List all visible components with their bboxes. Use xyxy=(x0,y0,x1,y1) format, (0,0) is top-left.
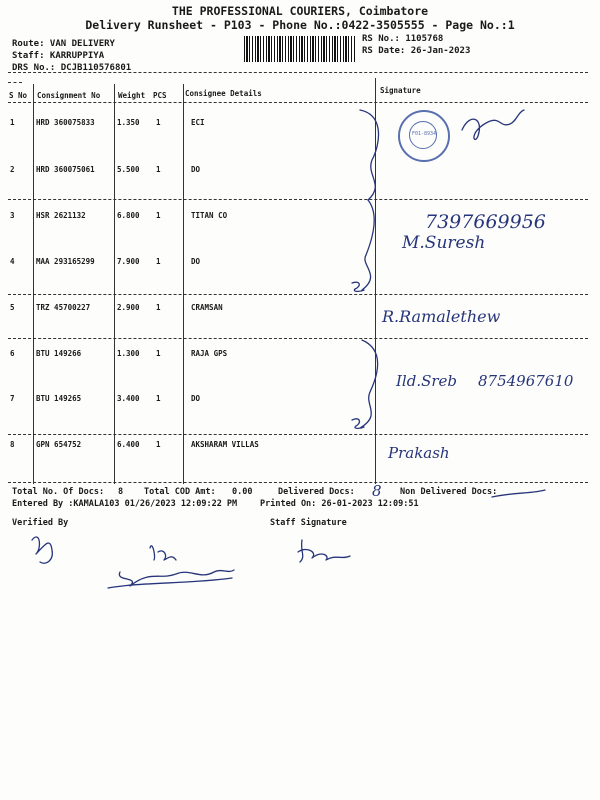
row-sno: 3 xyxy=(10,211,15,220)
ink-bracket xyxy=(362,200,374,290)
col-consignee: Consignee Details xyxy=(185,89,262,98)
col-signature: Signature xyxy=(380,86,421,95)
sig6-phone: 8754967610 xyxy=(478,372,574,390)
row-weight: 5.500 xyxy=(117,165,140,174)
total-docs-value: 8 xyxy=(118,487,124,497)
sig3-phone: 7397669956 xyxy=(425,211,546,233)
route-label: Route: VAN DELIVERY xyxy=(12,39,115,49)
rs-date: RS Date: 26-Jan-2023 xyxy=(362,46,471,56)
row-pcs: 1 xyxy=(156,440,161,449)
row-pcs: 1 xyxy=(156,211,161,220)
col-sno: S No xyxy=(9,91,28,100)
row-weight: 1.350 xyxy=(117,118,140,127)
row-sno: 4 xyxy=(10,257,15,266)
row-consignment: HRD 360075833 xyxy=(36,118,95,127)
row-consignee: AKSHARAM VILLAS xyxy=(191,440,259,449)
row-consignment: BTU 149266 xyxy=(36,349,82,358)
row-weight: 7.900 xyxy=(117,257,140,266)
row-consignee: DO xyxy=(191,257,201,266)
verified-by-label: Verified By xyxy=(12,518,69,528)
row-sno: 1 xyxy=(10,118,15,127)
row-pcs: 1 xyxy=(156,118,161,127)
verified-signature-3 xyxy=(119,570,234,586)
row-pcs: 1 xyxy=(156,257,161,266)
rs-number: RS No.: 1105768 xyxy=(362,34,444,44)
row-weight: 1.300 xyxy=(117,349,140,358)
row-pcs: 1 xyxy=(156,303,161,312)
total-cod-value: 0.00 xyxy=(232,487,253,497)
row-pcs: 1 xyxy=(156,349,161,358)
ink-dash xyxy=(492,490,545,497)
row-consignment: MAA 293165299 xyxy=(36,257,95,266)
col-weight: Weight xyxy=(118,91,146,100)
col-pcs: PCS xyxy=(153,91,167,100)
delivered-label: Delivered Docs: xyxy=(278,487,355,497)
staff-signature xyxy=(298,540,350,562)
total-docs-label: Total No. Of Docs: xyxy=(12,487,105,497)
non-delivered-label: Non Delivered Docs: xyxy=(400,487,498,497)
ink-bracket xyxy=(360,110,379,200)
verified-signature-2 xyxy=(150,546,176,560)
row-consignment: BTU 149265 xyxy=(36,394,82,403)
staff-signature-label: Staff Signature xyxy=(270,518,347,528)
signature-row1 xyxy=(462,110,524,139)
row-sno: 5 xyxy=(10,303,15,312)
row-pcs: 1 xyxy=(156,394,161,403)
row-consignee: CRAMSAN xyxy=(191,303,223,312)
runsheet-title: Delivery Runsheet - P103 - Phone No.:0422-3505555 - Page No.:1 xyxy=(85,18,515,32)
row-weight: 6.800 xyxy=(117,211,140,220)
delivered-count: 8 xyxy=(372,482,382,500)
entered-by: Entered By :KAMALA103 01/26/2023 12:09:22 PM xyxy=(12,499,238,509)
row-consignee: TITAN CO xyxy=(191,211,228,220)
row-weight: 6.400 xyxy=(117,440,140,449)
printed-on: Printed On: 26-01-2023 12:09:51 xyxy=(260,499,419,509)
row-sno: 8 xyxy=(10,440,15,449)
row-consignee: DO xyxy=(191,394,201,403)
row-consignee: DO xyxy=(191,165,201,174)
col-consignment: Consignment No xyxy=(37,91,101,100)
row-weight: 2.900 xyxy=(117,303,140,312)
row-sno: 2 xyxy=(10,165,15,174)
row-pcs: 1 xyxy=(156,165,161,174)
row-weight: 3.400 xyxy=(117,394,140,403)
verified-signature-1 xyxy=(32,537,52,563)
row-consignment: HRD 360075061 xyxy=(36,165,95,174)
total-cod-label: Total COD Amt: xyxy=(144,487,216,497)
stamp-text: F01-8934 xyxy=(411,131,437,137)
row-consignment: GPN 654752 xyxy=(36,440,82,449)
staff-label: Staff: KARRUPPIYA xyxy=(12,51,105,61)
sig8-name: Prakash xyxy=(388,444,450,462)
row-consignee: ECI xyxy=(191,118,205,127)
ink-bracket xyxy=(360,340,378,428)
row-consignment: TRZ 45700227 xyxy=(36,303,91,312)
row-consignment: HSR 2621132 xyxy=(36,211,86,220)
company-title: THE PROFESSIONAL COURIERS, Coimbatore xyxy=(171,4,429,18)
sig6-name: Ild.Sreb xyxy=(396,372,458,390)
row-sno: 7 xyxy=(10,394,15,403)
row-consignee: RAJA GPS xyxy=(191,349,228,358)
row-sno: 6 xyxy=(10,349,15,358)
sig3-name: M.Suresh xyxy=(402,233,486,253)
drs-number: DRS No.: DCJB110576801 xyxy=(12,63,132,73)
sig5-name: R.Ramalethew xyxy=(382,307,501,326)
